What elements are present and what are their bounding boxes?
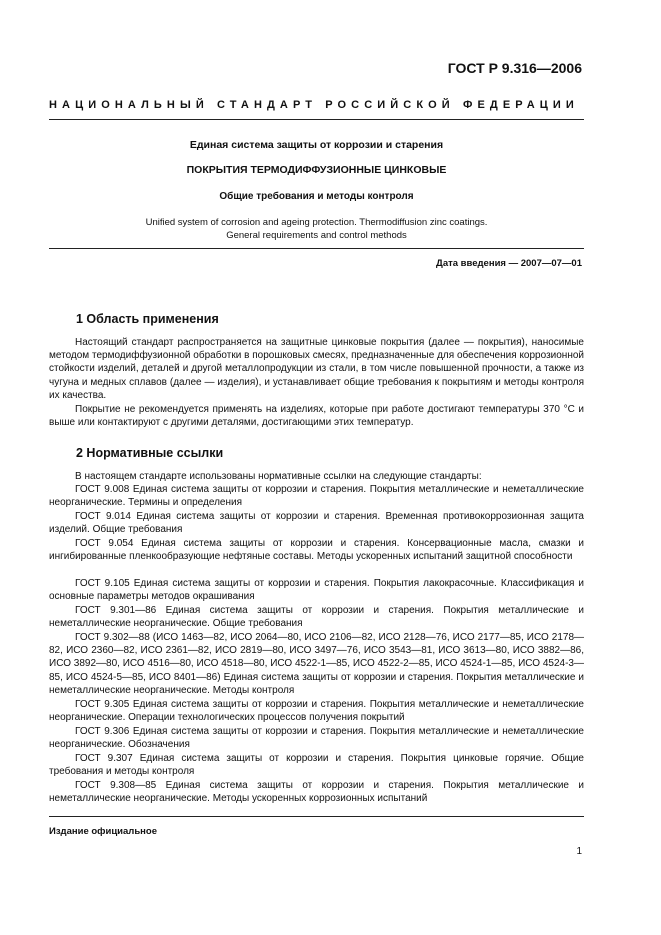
system-title: Единая система защиты от коррозии и старения bbox=[189, 139, 444, 151]
page-number: 1 bbox=[576, 846, 582, 857]
sub-title: Общие требования и методы контроля bbox=[219, 191, 414, 202]
english-title-line-2: General requirements and control methods bbox=[226, 230, 407, 241]
official-edition-label: Издание официальное bbox=[49, 826, 157, 837]
reference-item: ГОСТ 9.008 Единая система защиты от коррозии и старения. Покрытия металлические и неметаллические неорганические. Термины и определения bbox=[49, 484, 584, 509]
reference-item: ГОСТ 9.014 Единая система защиты от коррозии и старения. Временная противокоррозионная защита изделий. Общие требования bbox=[49, 511, 584, 536]
reference-item: ГОСТ 9.305 Единая система защиты от коррозии и старения. Покрытия металлические и неметаллические неорганические. Операции технологических процессов получения покрытий bbox=[49, 699, 584, 724]
reference-item: ГОСТ 9.105 Единая система защиты от коррозии и старения. Покрытия лакокрасочные. Классификация и основные параметры методов окрашивания bbox=[49, 578, 584, 603]
section-2-heading: 2 Нормативные ссылки bbox=[76, 446, 224, 460]
title-divider bbox=[49, 248, 584, 249]
section-2-paragraph: В настоящем стандарте использованы нормативные ссылки на следующие стандарты: bbox=[75, 471, 482, 482]
reference-item: ГОСТ 9.054 Единая система защиты от коррозии и старения. Консервационные масла, смазки и ингибированные пленкообразующие нефтяные составы. Методы ускоренных испытаний защитной способности bbox=[49, 538, 584, 563]
section-1-paragraph: Настоящий стандарт распространяется на защитные цинковые покрытия (далее — покрытия), наносимые методом термодиффузионной обработки в порошковых смесях, предназначенные для обеспечения коррозионной стойкости изделий, деталей и другой металлопродукции из стали, в том числе повышенной прочности, а также из чугуна и медных сплавов (далее — изделия), и устанавливает общие требования к покрытиям и методы контроля их качества. bbox=[49, 337, 584, 401]
header-divider bbox=[49, 119, 584, 120]
section-1-paragraph: Покрытие не рекомендуется применять на изделиях, которые при работе достигают температуры 370 °С и выше или контактируют с другими деталями, достигающими этих температур. bbox=[49, 404, 584, 429]
date-of-introduction: Дата введения — 2007—07—01 bbox=[436, 258, 582, 269]
section-1-heading: 1 Область применения bbox=[76, 312, 219, 326]
reference-item: ГОСТ 9.301—86 Единая система защиты от коррозии и старения. Покрытия металлические и неметаллические неорганические. Общие требования bbox=[49, 605, 584, 630]
gost-number: ГОСТ Р 9.316—2006 bbox=[447, 60, 582, 76]
footer-divider bbox=[49, 816, 584, 817]
reference-item: ГОСТ 9.306 Единая система защиты от коррозии и старения. Покрытия металлические и неметаллические неорганические. Обозначения bbox=[49, 726, 584, 751]
national-standard-title: НАЦИОНАЛЬНЫЙ СТАНДАРТ РОССИЙСКОЙ ФЕДЕРАЦИИ bbox=[49, 99, 579, 111]
english-title bbox=[49, 216, 584, 242]
english-title-line-1: Unified system of corrosion and ageing protection. Thermodiffusion zinc coatings. bbox=[145, 217, 488, 228]
reference-item: ГОСТ 9.307 Единая система защиты от коррозии и старения. Покрытия цинковые горячие. Общие требования и методы контроля bbox=[49, 753, 584, 778]
main-title: ПОКРЫТИЯ ТЕРМОДИФФУЗИОННЫЕ ЦИНКОВЫЕ bbox=[186, 164, 447, 176]
reference-item: ГОСТ 9.302—88 (ИСО 1463—82, ИСО 2064—80, ИСО 2106—82, ИСО 2128—76, ИСО 2177—85, ИСО 2178—82, ИСО 2360—82, ИСО 2361—82, ИСО 2819—80, ИСО 3497—76, ИСО 3543—81, ИСО 3613—80, ИСО 3882—86, ИСО 3892—80, ИСО 4516—80, ИСО 4518—80, ИСО 4522-1—85, ИСО 4522-2—85, ИСО 4524-1—85, ИСО 4524-3—85, ИСО 4524-5—85, ИСО 8401—86) Единая система защиты от коррозии и старения. Покрытия металлические и неметаллические неорганические. Методы контроля bbox=[49, 632, 584, 696]
reference-item: ГОСТ 9.308—85 Единая система защиты от коррозии и старения. Покрытия металлические и неметаллические неорганические. Методы ускоренных коррозионных испытаний bbox=[49, 780, 584, 805]
